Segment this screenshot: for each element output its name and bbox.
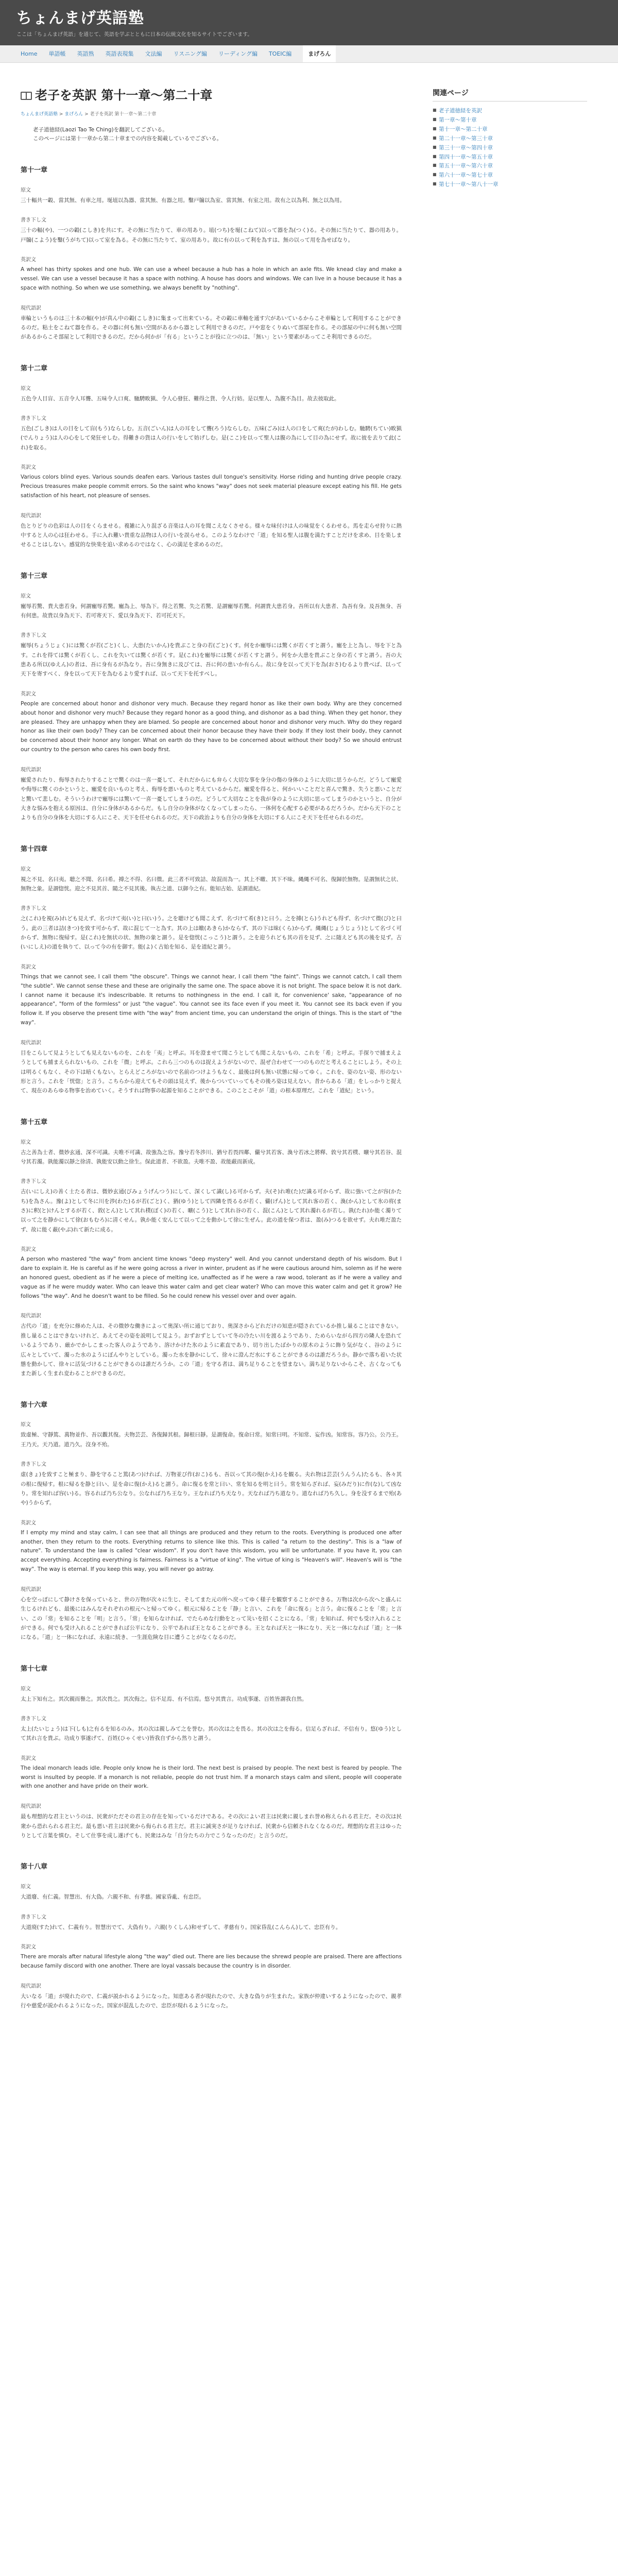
original-text: 寵辱若驚、貴大患若身。何謂寵辱若驚。寵為上、辱為下。得之若驚、失之若驚、是謂寵辱若驚。何謂貴大患若身。吾所以有大患者、為吾有身。及吾無身、吾有何患。故貴以身為天下、若可寄天下、愛以身為天下、若可托天下。 bbox=[21, 603, 402, 619]
original-text: 視之不見、名曰夷。聴之不聞、名曰希。搏之不得、名曰微。此三者不可致詰、故混而為一。其上不皦、其下不昧。縄縄不可名、復歸於無物。是謂無状之状、無物之象。是謂惚恍。迎之不見其首、隨之不見其後。執古之道、以御今之有。能知古始、是謂道紀。 bbox=[21, 876, 402, 892]
nav-reading[interactable]: リーディング編 bbox=[218, 50, 258, 57]
english-translation-block bbox=[21, 963, 402, 1028]
chapter-heading: 第十五章 bbox=[21, 1118, 48, 1126]
original-text-label: 原文 bbox=[21, 1422, 31, 1428]
modern-translation: 大いなる「道」が廃れたので、仁義が説かれるようになった。知恵ある者が現れたので、大きな偽りが生まれた。家族が仲違いするようになったので、親孝行や慈愛が説かれるようになった。国家が混乱したので、忠臣が現れるようになった。 bbox=[21, 1993, 402, 2009]
kakikudashi-text-label: 書き下し文 bbox=[21, 416, 46, 422]
chapter-section bbox=[21, 165, 402, 342]
english-translation: Various colors blind eyes. Various sounds deafen ears. Various tastes dull tongue's sensitivity. Horse riding and hunting drive people crazy. Precious treasures make people commit errors. So the saint who knows "way" does not seek material pleasure except eating his fill. He gets satisfaction of his heart, not pleasure of senses. bbox=[21, 474, 402, 499]
chapter-heading: 第十七章 bbox=[21, 1665, 48, 1673]
modern-translation-label: 現代語訳 bbox=[21, 767, 41, 773]
sidebar-link[interactable]: ■ 第七十一章〜第八十一章 bbox=[433, 180, 587, 190]
english-translation-block bbox=[21, 1755, 402, 1792]
modern-translation: 最も理想的な君主というのは、民衆がただその君主の存在を知っているだけである。その次によい君主は民衆に親しまれ誉め称えられる君主だ。その次は民衆から恐れられる君主だ。最も悪い君主は民衆から侮られる君主だ。君主に誠実さが足りなければ、民衆から信頼されなくなるのだ。理想的な君主はゆったりとして言葉を慎む。そして仕事を成し遂げても、民衆はみな「自分たちの力でこうなったのだ」と言うのだ。 bbox=[21, 1814, 402, 1839]
site-title[interactable]: ちょんまげ英語塾 bbox=[16, 9, 144, 27]
kakikudashi-text-block bbox=[21, 1461, 402, 1508]
chapter-heading: 第十四章 bbox=[21, 845, 48, 853]
nav-expressions[interactable]: 英語表現集 bbox=[105, 50, 134, 57]
english-translation: There are morals after natural lifestyle along "the way" died out. There are lies because the shrewd people are praised. There are affections because family discord with one another. There are loyal vassals because the country is in disorder. bbox=[21, 1953, 402, 1969]
main-content bbox=[21, 88, 402, 2022]
original-text-block bbox=[21, 1685, 402, 1704]
english-translation: People are concerned about honor and dishonor very much. Because they regard honor as like their own body. Why are they concerned about honor and dishonor very much? Because they regard honor as a good thing, and dishonor as a bad thing. When they get honor, they are pleased. They are unhappy when they are blamed. So people are concerned about honor and dishonor very much. Why do they regard honor as like their own body? They can be concerned about their honor because they have their body. If they lost their body, they cannot be concerned about their honor any longer. What on earth do they have to be concerned about without their body? So we should entrust our country to the person who cares his own body first. bbox=[21, 700, 402, 753]
original-text: 五色令人目盲、五音令人耳聾、五味令人口爽、馳騁畋猟、令人心發狂、難得之貨、令人行妨。是以聖人、為腹不為目。故去彼取此。 bbox=[21, 395, 340, 402]
original-text-block bbox=[21, 187, 402, 205]
english-translation-label: 英訳文 bbox=[21, 691, 36, 697]
modern-translation-block bbox=[21, 304, 402, 342]
english-translation-block bbox=[21, 690, 402, 755]
original-text-label: 原文 bbox=[21, 385, 31, 392]
original-text-block bbox=[21, 1883, 402, 1902]
english-translation-label: 英訳文 bbox=[21, 1247, 36, 1253]
sidebar-link[interactable]: ■ 第五十一章〜第六十章 bbox=[433, 162, 587, 171]
sidebar-link[interactable]: ■ 第六十一章〜第七十章 bbox=[433, 171, 587, 180]
kakikudashi-text-label: 書き下し文 bbox=[21, 906, 46, 912]
english-translation-block bbox=[21, 1943, 402, 1971]
sidebar-link[interactable]: ■ 第四十一章〜第五十章 bbox=[433, 153, 587, 162]
english-translation: The ideal monarch leads idle. People only know he is their lord. The next best is praised by people. The next best is feared by people. The worst is insulted by people. If a monarch is not reliable, people do not trust him. If a monarch stays calm and silent, people will cooperate with one another and have pride on their work. bbox=[21, 1765, 402, 1790]
nav-mageron[interactable]: まげろん bbox=[303, 45, 336, 63]
original-text-label: 原文 bbox=[21, 1139, 31, 1145]
nav-grammar[interactable]: 文法編 bbox=[145, 50, 162, 57]
english-translation-block bbox=[21, 464, 402, 501]
english-translation: A person who mastered "the way" from ancient time knows "deep mystery" well. And you cannot understand depth of his wisdom. But I dare to explain it. He is careful as if he were going across a river in winter, prudent as if he were cautious around him, solemn as if he were an honored guest, obedient as if he were a piece of melting ice, unaffected as if he were a raw wood, tolerant as if he were a valley and vague as if he were muddy water. Who can leave this water calm and get clear water? Who can move this water calm and get it grow? He follows "the way". And he doesn't want to be filled. So he could renew his vessel over and over again. bbox=[21, 1256, 402, 1299]
english-translation: If I empty my mind and stay calm, I can see that all things are produced and they return to the roots. Everything is produced one after another, then they return to the roots. Everything returns to silence like this. This is called "a return to the destiny". This is a "law of nature". To understand the law is called "clear wisdom". If you don't have this wisdom, you will be unfortunate. If you have it, you can accept everything. Accepting everything is fairness. Fairness is a "virtue of king". The virtue of king is "Heaven's will". Heaven's will is "the way". The way is eternal. If you keep this way, you will never go astray. bbox=[21, 1529, 402, 1573]
english-translation: Things that we cannot see, I call them "the obscure". Things we cannot hear, I call them "the faint". Things we cannot catch, I call them "the subtle". We cannot sense these and these are originally the same one. The space above it is not bright. The space below it is not dark. I cannot name it because it's indescribable. It returns to nothingness in the end. I call it, for convenience' sake, "appearance of no appearance", "form of the formless" or just "the vague". You cannot see its face even if you meet it. You cannot see its back even if you follow it. If you observe the present time with "the way" from ancient time, you can understand the origin of things. This is the start of "the way". bbox=[21, 973, 402, 1026]
kakikudashi-text-label: 書き下し文 bbox=[21, 217, 46, 224]
intro bbox=[33, 126, 402, 144]
kakikudashi-text-label: 書き下し文 bbox=[21, 1914, 46, 1920]
kakikudashi-text: 寵辱(ちょうじょく)には驚くが若(ごと)くし、大患(たいかん)を貴ぶこと身の若(ごと)くす。何をか寵辱には驚くが若くすと謂う。寵を上と為し、辱を下と為す。これを得ては驚くが若くし、これを失いては驚くが若くす。是(これ)を寵辱には驚くが若くすと謂う。何をか大患を貴ぶこと身の若くすと謂う。吾の大患ある所以(ゆえん)の者は、吾に身有るが為なり。吾に身無きに及びては、吾に何の患いか有らん。故に身を以って天下を為(おさ)むるより貴べば、以って天下を寄すべく、身を以って天下を為むるより愛すれば、以って天下を托すべし。 bbox=[21, 642, 402, 677]
chapter-heading: 第十一章 bbox=[21, 166, 48, 175]
chapter-section bbox=[21, 1400, 402, 1642]
original-text: 太上下知有之。其次親而譽之。其次畏之。其次侮之。信不足焉、有不信焉。悠兮其貴言。功成事遂、百姓皆謂我自然。 bbox=[21, 1696, 307, 1702]
kakikudashi-text: 大道廃(すた)れて、仁義有り。智慧出でて、大偽有り。六親(りくしん)和せずして、孝慈有り。国家昏乱(こんらん)して、忠臣有り。 bbox=[21, 1924, 341, 1930]
modern-translation: 色とりどりの色彩は人の目をくらませる。複雑に入り混ざる音楽は人の耳を聞こえなくさせる。様々な味付けは人の味覚をくるわせる。馬を走らせ狩りに熱中すると人の心は狂わせる。手に入れ難い貴重な品物は人の行いを誤らせる。このようなわけで「道」を知る聖人は腹を満たすことだけを求め、目を楽しませることはしない。感覚的な快楽を追い求めるのではなく、心の満足を求めるのだ。 bbox=[21, 522, 402, 548]
modern-translation-block bbox=[21, 766, 402, 823]
modern-translation-label: 現代語訳 bbox=[21, 513, 41, 519]
kakikudashi-text-label: 書き下し文 bbox=[21, 633, 46, 639]
breadcrumb-current: 老子を英訳 第十一章〜第二十章 bbox=[90, 112, 157, 117]
modern-translation: 古代の「道」を充分に修めた人は、その微妙な働きによって奥深い所に通じており、奥深さからどれだけの知恵が隠されているか推し量ることはできない。推し量ることはできないけれど、あえてその姿を説明して見よう。おずおずとしていて冬の冷たい川を渡るようであり、ためらいながら四方の隣人を恐れているようであり、厳かでかしこまった客人のようであり、溶けかけた氷のように素直であり、切り出したばかりの原木のように飾り気がなく、谷のように広々としていて、濁った水のようにぼんやりとしている。濁った水を静かにして、徐々に澄んだ水にすることができるのは誰だろうか。静かで落ち着いた状態を動かして、徐々に活気づけることができるのは誰だろうか。この「道」を守る者は、満ち足りることを望まない。満ち足りないからこそ、古くなってもまた新しく生まれ変わることができるのだ。 bbox=[21, 1323, 402, 1377]
original-text: 古之善為士者、微妙玄通、深不可識。夫唯不可識、故強為之容。豫兮若冬渉川、猶兮若畏四鄰、儼兮其若客、渙兮若冰之將釋、敦兮其若樸、曠兮其若谷、混兮其若濁。孰能濁以靜之徐清、孰能安以動之徐生。保此道者、不欲盈。夫唯不盈、故能蔽而新成。 bbox=[21, 1149, 402, 1165]
english-translation: A wheel has thirty spokes and one hub. We can use a wheel because a hub has a hole in which an axle fits. We knead clay and make a vessel. We can use a vessel because it has a space with nothing. A house has doors and windows. We can live in a house because it has a space with nothing. So when we use something, we always benefit by "nothing". bbox=[21, 266, 402, 291]
modern-translation-label: 現代語訳 bbox=[21, 1804, 41, 1810]
page-title-text: 老子を英訳 第十一章〜第二十章 bbox=[35, 88, 213, 103]
page-title bbox=[21, 88, 402, 104]
modern-translation-block bbox=[21, 1982, 402, 2011]
chapter-section bbox=[21, 364, 402, 550]
modern-translation: 車輪というものは三十本の輻(や)が真ん中の轂(こしき)に集まって出来ている。その轂に車軸を通す穴があいているからこそ車輪として利用することができるのだ。粘土をこねて器を作る。その器に何も無い空間があるから器として利用できるのだ。戸や窓をくりぬいて部屋を作る。その部屋の中に何も無い空間があるからこそ部屋として利用できるのだ。だから何かが「有る」ということが役に立つのは、「無い」という要素があってこそ利用できるのだ。 bbox=[21, 315, 402, 341]
modern-translation: 目をこらして見ようとしても見えないものを、これを「夷」と呼ぶ。耳を澄ませて聞こうとしても聞こえないもの、これを「希」と呼ぶ。手探りで捕まえようとしても捕まえられないもの、これを「微」と呼ぶ。これら三つのものは捉えようがないので、混ぜ合わせて一つのものだと考えることにしよう。その上は明るくもなく、その下は暗くもない。とらえどころがないので名前のつけようもなく、最後は何も無い状態に帰ってゆく。これを、姿のない姿、形のない形と言う。これを「恍惚」と言う。こちらから迎えてもその頭は見えず、後からついていってもその後ろ姿は見えない。昔からある「道」をしっかりと捉えて、現在のあらゆる物事を治めていく。そうすれば物事の起源を知ることができる。このことこそが「道」の根本原理だ。これを「道紀」という。 bbox=[21, 1049, 402, 1094]
main-nav bbox=[0, 45, 618, 63]
sidebar-list bbox=[433, 107, 587, 190]
chapter-section bbox=[21, 1117, 402, 1379]
original-text: 致虚極、守靜篤、萬物並作、吾以觀其復。夫物芸芸、各復歸其根。歸根曰靜。是謂復命。復命曰常。知常曰明。不知常、妄作凶。知常容。容乃公。公乃王。王乃天。天乃道。道乃久。沒身不殆。 bbox=[21, 1432, 402, 1448]
original-text-label: 原文 bbox=[21, 1884, 31, 1890]
breadcrumb-home[interactable]: ちょんまげ英語塾 bbox=[21, 112, 58, 117]
english-translation-label: 英訳文 bbox=[21, 964, 36, 970]
breadcrumb-mageron[interactable]: まげろん bbox=[64, 112, 83, 117]
chapter-heading: 第十八章 bbox=[21, 1863, 48, 1871]
kakikudashi-text: 虚(きょ)を致すこと極まり、静を守ること篤(あつ)ければ、万物並び作(おこ)るも、吾以って其の復(かえ)るを観る。夫れ物は芸芸(うんうん)たるも、各々其の根に復帰す。根に帰るを静と曰い、是を命に復(かえ)ると謂う。命に復るを常と曰い、常を知るを明と曰う。常を知らざれば、妄(みだり)に作(な)して凶なり。常を知れば容(い)る。容るれば乃ち公なり。公なれば乃ち王なり。王なれば乃ち天なり。天なれば乃ち道なり。道なれば乃ち久し。身を没するまで殆(あや)うからず。 bbox=[21, 1471, 402, 1506]
kakikudashi-text: 之(これ)を視(み)れども見えず、名づけて夷(い)と曰(い)う。之を聴けども聞こえず、名づけて希(き)と曰う。之を搏(とら)うれども得ず、名づけて微(び)と曰う。此の三者は詰(きつ)を致す可からず、故に混じて一と為す。其の上は皦(あきら)かならず、其の下は昧(くら)からず。縄縄(じょうじょう)として名づく可からず、無物に復帰す。是(これ)を無状の状、無物の象と謂う。是を惚恍(こっこう)と謂う。之を迎うれども其の首を見ず、之に随えども其の後を見ず。古(いにしえ)の道を執りて、以って今の有を御す。能(よ)く古始を知る、是を道紀と謂う。 bbox=[21, 916, 402, 951]
modern-translation-label: 現代語訳 bbox=[21, 1983, 41, 1989]
site-header bbox=[0, 0, 618, 45]
english-translation-label: 英訳文 bbox=[21, 1944, 36, 1950]
english-translation-label: 英訳文 bbox=[21, 1520, 36, 1526]
modern-translation: 心を空っぽにして静けさを保っていると、世の万物が次々に生じ、そしてまた元の所へ戻ってゆく様子を観察することができる。万物は次から次へと盛んに生じるけれども、最後にはみんなそれぞれの根元へと帰ってゆく。根元に帰ることを「静」と言い、これを「命に復る」と言う。命に復ることを「常」と言い、この「常」を知ることを「明」と言う。「常」を知らなければ、でたらめな行動をとって災いを招くことになる。「常」を知れば、何でも受け入れることができる。何でも受け入れることができれば公平になり、公平であれば王となることができる。王となれば天と一体になり、天と一体になれば「道」と一体になる。「道」と一体になれば、永遠に続き、一生涯危険な目に遭うことがなくなるのだ。 bbox=[21, 1596, 402, 1641]
sidebar-link[interactable]: ■ 第十一章〜第二十章 bbox=[433, 125, 587, 134]
original-text-label: 原文 bbox=[21, 593, 31, 599]
original-text-label: 原文 bbox=[21, 188, 31, 194]
sidebar-link[interactable]: ■ 第一章〜第十章 bbox=[433, 116, 587, 125]
original-text-label: 原文 bbox=[21, 866, 31, 872]
kakikudashi-text: 三十の輻(や)、一つの轂(こしき)を共にす。その無に当たりて、車の用あり。埴(つち)を埏(こねて)以って器を為(つく)る。その無に当たりて、器の用あり。戸牖(こよう)を鑿(うがちて)以って室を為る。その無に当たりて、室の用あり。故に有の以って利を為すは、無の以って用を為せばなり。 bbox=[21, 227, 402, 243]
original-text-block bbox=[21, 866, 402, 894]
kakikudashi-text: 太上(たいじょう)は下(しも)之有るを知るのみ。其の次は親しみて之を誉む。其の次は之を畏る。其の次は之を侮る。信足らざれば、不信有り。悠(ゆう)として其れ言を貴ぶ。功成り事遂げて、百姓(ひゃくせい)皆我自ずから然りと謂う。 bbox=[21, 1725, 402, 1742]
modern-translation-label: 現代語訳 bbox=[21, 1040, 41, 1046]
chapter-section bbox=[21, 1862, 402, 2010]
sidebar-title: 関連ページ bbox=[433, 88, 587, 101]
modern-translation: 寵愛されたり、侮辱されたりすることで驚くのは一喜一憂して、それだからにも弁らく大切な事を身分の傷の身体のように大切に思うからだ。どうして寵愛や侮辱に驚くのかというと、寵愛を良いものと考え、侮辱を悪いものと考えているからだ。寵愛を得ると、何かいいことだと喜んで驚き、失うと悪いことだと驚いて悲しむ。そういうわけで寵辱には驚いて一喜一憂してしまうのだ。どうして大切なことを我が身のように大切に思ってしまうのかというと、自分が大きな悩みを抱える原因は、自分に身体があるからだ。もし自分の身体がなくなってしまったら、一体何を心配する必要があるだろうか。だから天下のことよりも自分の身体を大切にする人にこそ、天下を任せられるのだ。天下の政治よりも自分の身体を大切にする人にこそ天下を任せられるのだ。 bbox=[21, 776, 402, 821]
modern-translation-label: 現代語訳 bbox=[21, 1313, 41, 1319]
kakikudashi-text-label: 書き下し文 bbox=[21, 1179, 46, 1185]
sidebar-link[interactable]: ■ 第二十一章〜第三十章 bbox=[433, 134, 587, 144]
kakikudashi-text: 古(いにしえ)の善く士たる者は、微妙玄通(びみょうげんつう)にして、深くして識(し)る可からず。夫(そ)れ唯(た)だ識る可からず、故に強いて之が容(かたち)を為さん。豫(よ)として冬に川を渉(わた)るが若(ごと)く、猶(ゆう)として四隣を畏るるが若く、儼(げん)として其れ客の若く、渙(かん)として氷の将(まさ)に釈(と)けんとするが若く、敦(とん)として其れ樸(ぼく)の若く、曠(こう)として其れ谷の若く、混(こん)として其れ濁れるが若し。孰(たれ)か能く濁りて以って之を静かにして徐(おもむろ)に清くせん。孰か能く安んじて以って之を動かして徐に生ぜん。此の道を保つ者は、盈(み)つるを欲せず。夫れ唯だ盈たず、故に能く蔽(やぶ)れて新たに成る。 bbox=[21, 1189, 402, 1233]
original-text-block bbox=[21, 1139, 402, 1167]
kakikudashi-text-label: 書き下し文 bbox=[21, 1716, 46, 1722]
chapter-heading: 第十六章 bbox=[21, 1401, 48, 1409]
intro-line: このページには第十一章から第二十章までの内容を掲載しているでございる。 bbox=[33, 135, 222, 142]
nav-vocabulary[interactable]: 単語帳 bbox=[48, 50, 66, 57]
kakikudashi-text-block bbox=[21, 632, 402, 679]
modern-translation-label: 現代語訳 bbox=[21, 305, 41, 311]
original-text-block bbox=[21, 1421, 402, 1449]
kakikudashi-text-block bbox=[21, 1715, 402, 1743]
original-text: 三十輻共一轂、當其無、有車之用。埏埴以為器、當其無、有器之用。鑿戸牖以為室、當其無、有室之用。故有之以為利、無之以為用。 bbox=[21, 197, 345, 204]
original-text-label: 原文 bbox=[21, 1686, 31, 1692]
modern-translation-label: 現代語訳 bbox=[21, 1586, 41, 1592]
sidebar bbox=[433, 88, 587, 2022]
nav-home[interactable]: Home bbox=[21, 50, 38, 57]
english-translation-block bbox=[21, 256, 402, 293]
english-translation-label: 英訳文 bbox=[21, 1755, 36, 1761]
kakikudashi-text-block bbox=[21, 415, 402, 452]
sidebar-link[interactable]: ■ 老子道徳経を英訳 bbox=[433, 107, 587, 116]
book-icon bbox=[21, 92, 32, 100]
site-description: ここは「ちょんまげ英語」を通じて、英語を学ぶとともに日本の伝統文化を知るサイトでございます。 bbox=[16, 32, 253, 38]
nav-listening[interactable]: リスニング編 bbox=[173, 50, 208, 57]
kakikudashi-text-block bbox=[21, 905, 402, 952]
modern-translation-block bbox=[21, 1586, 402, 1642]
modern-translation-block bbox=[21, 512, 402, 550]
chapter-heading: 第十三章 bbox=[21, 572, 48, 580]
modern-translation-block bbox=[21, 1312, 402, 1378]
chapter-section bbox=[21, 1664, 402, 1841]
kakikudashi-text-block bbox=[21, 216, 402, 245]
breadcrumb: ちょんまげ英語塾 > まげろん > 老子を英訳 第十一章〜第二十章 bbox=[21, 112, 157, 117]
sidebar-link[interactable]: ■ 第三十一章〜第四十章 bbox=[433, 144, 587, 153]
chapter-section bbox=[21, 844, 402, 1096]
modern-translation-block bbox=[21, 1039, 402, 1096]
nav-toeic[interactable]: TOEIC編 bbox=[268, 50, 292, 57]
original-text: 大道廢、有仁義。智慧出、有大偽。六親不和、有孝慈。國家昏亂、有忠臣。 bbox=[21, 1894, 204, 1901]
nav-juku[interactable]: 英語熟 bbox=[77, 50, 94, 57]
chapter-list bbox=[21, 165, 402, 2010]
english-translation-label: 英訳文 bbox=[21, 257, 36, 263]
kakikudashi-text-block bbox=[21, 1913, 402, 1932]
kakikudashi-text-label: 書き下し文 bbox=[21, 1462, 46, 1468]
english-translation-block bbox=[21, 1246, 402, 1301]
kakikudashi-text-block bbox=[21, 1178, 402, 1234]
chapter-heading: 第十二章 bbox=[21, 364, 48, 372]
content-wrapper bbox=[0, 63, 618, 2042]
modern-translation-block bbox=[21, 1803, 402, 1840]
original-text-block bbox=[21, 385, 402, 403]
original-text-block bbox=[21, 592, 402, 621]
intro-line: 老子道徳経(Laozi Tao Te Ching)を翻訳してございる。 bbox=[33, 126, 168, 133]
chapter-section bbox=[21, 571, 402, 823]
english-translation-label: 英訳文 bbox=[21, 465, 36, 471]
english-translation-block bbox=[21, 1519, 402, 1574]
kakikudashi-text: 五色(ごしき)は人の目をして盲(もう)ならしむ。五音(ごいん)は人の耳をして聾(ろう)ならしむ。五味(ごみ)は人の口をして爽(たが)わしむ。馳騁(ちてい)畋猟(でんりょう)は人の心をして発狂せしむ。得難きの貨は人の行いをして妨げしむ。是(ここ)を以って聖人は腹の為にして目の為にせず。故に彼を去りて此(これ)を取る。 bbox=[21, 426, 402, 451]
